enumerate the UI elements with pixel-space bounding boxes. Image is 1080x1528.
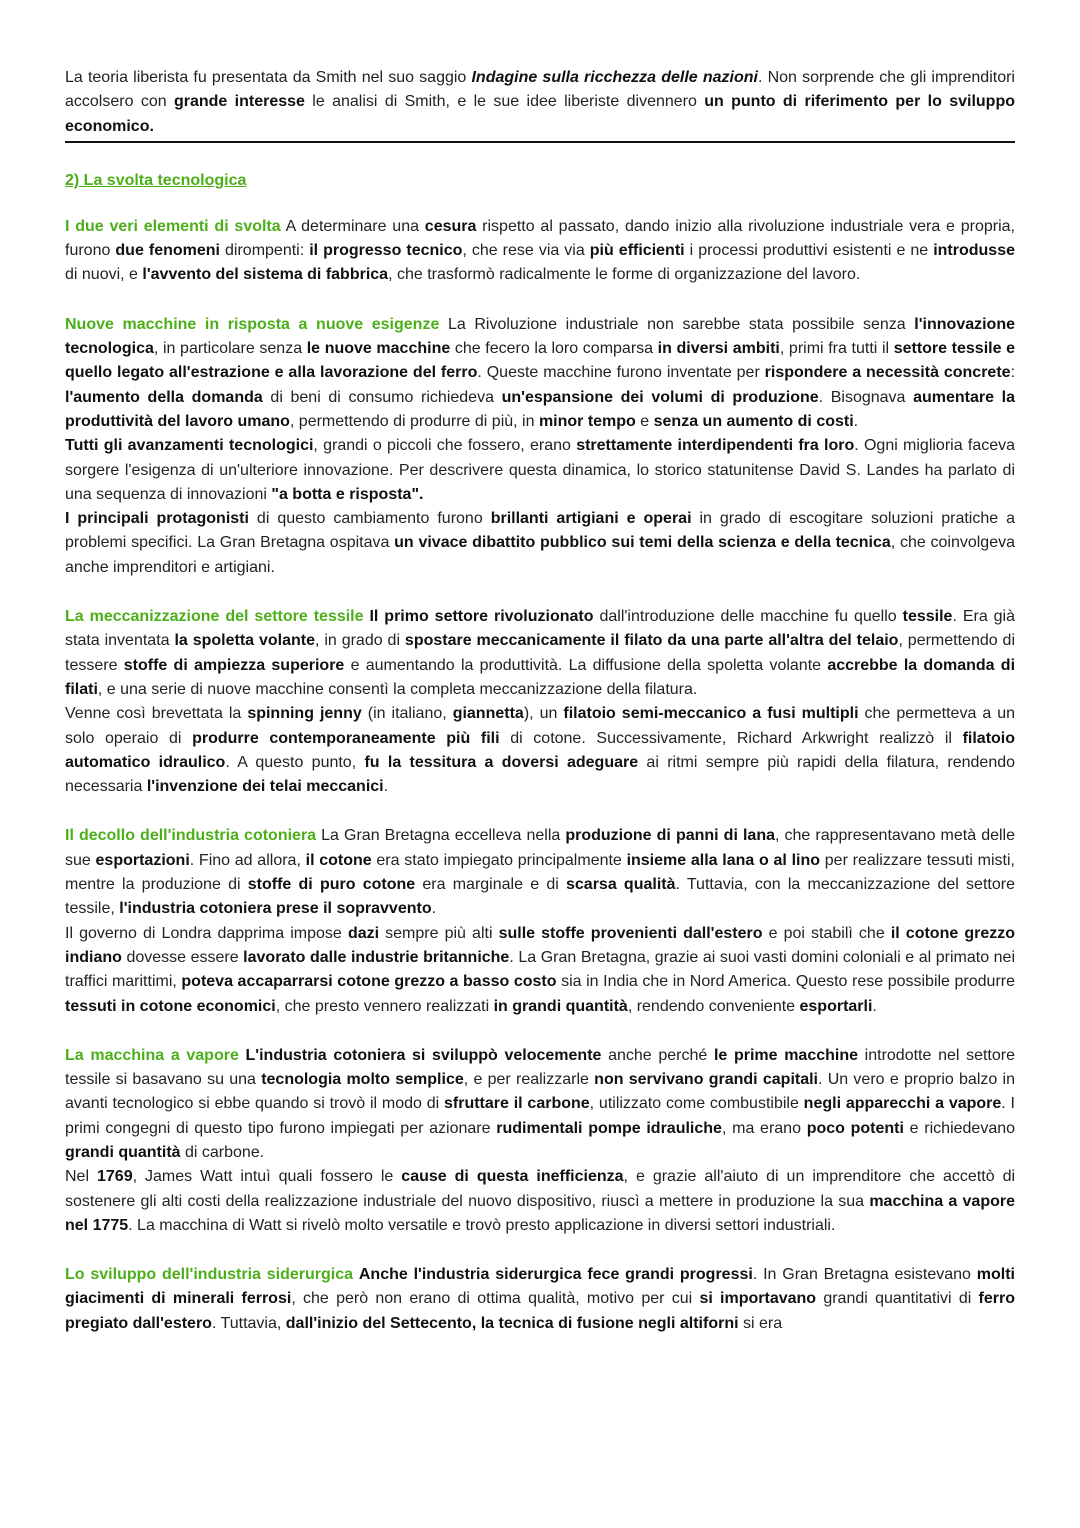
body-text: . La macchina di Watt si rivelò molto versatile e trovò presto applicazione in diversi settori industriali. xyxy=(128,1216,836,1234)
body-text: . I primi congegni di questo tipo furono impiegati per azionare xyxy=(65,1095,1015,1137)
bold-text: spinning jenny xyxy=(247,705,362,723)
body-text: per realizzare tessuti misti, mentre la produzione di xyxy=(65,851,1016,894)
bold-text: due fenomeni xyxy=(115,242,220,260)
body-text: era stato impiegato principalmente xyxy=(371,851,627,869)
book-title-text: Indagine sulla ricchezza delle nazioni xyxy=(471,69,758,86)
bold-text: in diversi ambiti xyxy=(657,340,780,358)
body-text: e poi stabilì che xyxy=(762,924,891,942)
intro-paragraph xyxy=(65,66,1015,139)
body-text: si era xyxy=(738,1314,783,1332)
bold-text: poco potenti xyxy=(806,1119,904,1137)
body-text: . Queste macchine furono inventate per xyxy=(477,364,765,382)
body-text: dovesse essere xyxy=(121,948,244,966)
body-text: (in italiano, xyxy=(361,705,453,723)
body-text: , e grazie all'aiuto di un imprenditore che accettò di sostenere gli alti costi della realizzazione industriale del nuovo dispositivo, riuscì a mettere in produzione la sua xyxy=(65,1168,1016,1210)
bold-text: brillanti artigiani e operai xyxy=(490,510,692,528)
body-text: . In Gran Bretagna esistevano xyxy=(752,1266,977,1284)
body-text: , permettendo di produrre di più, in xyxy=(289,412,539,430)
section-body xyxy=(65,215,1015,1336)
body-text: di nuovi, e xyxy=(65,266,143,284)
body-text: grandi quantitativi di xyxy=(816,1290,979,1308)
bold-text: grandi quantità xyxy=(65,1143,181,1161)
bold-text: spostare meccanicamente il filato da una parte all'altra del telaio xyxy=(404,632,899,650)
body-text: . La Gran Bretagna, grazie ai suoi vasti domini coloniali e al primato nei traffici marittimi, xyxy=(65,948,1016,991)
body-text: , grandi o piccoli che fossero, erano xyxy=(313,437,577,455)
body-text: ), un xyxy=(523,705,564,723)
bold-text: grande interesse xyxy=(173,93,305,111)
bold-text: l'avvento del sistema di fabbrica xyxy=(142,266,389,284)
body-text: , che trasformò radicalmente le forme di organizzazione del lavoro. xyxy=(388,266,861,284)
bold-text: più efficienti xyxy=(589,242,685,260)
bold-text: sfruttare il carbone xyxy=(444,1095,590,1113)
body-text: A determinare una xyxy=(280,217,425,235)
body-text: , permettendo di tessere xyxy=(65,632,1016,674)
body-text: . Tuttavia, con la meccanizzazione del settore tessile, xyxy=(65,876,1015,918)
bold-text: molti giacimenti di minerali ferrosi xyxy=(65,1266,1015,1308)
bold-text: l'aumento della domanda xyxy=(65,388,263,406)
bold-text: il cotone xyxy=(305,851,372,869)
body-text: . xyxy=(872,997,877,1015)
body-text: , che rappresentavano metà delle sue xyxy=(65,827,1016,869)
body-text: : xyxy=(1010,364,1016,382)
body-text: che fecero la loro comparsa xyxy=(450,340,658,358)
bold-text: l'invenzione dei telai meccanici xyxy=(146,778,384,796)
body-text: in grado di escogitare soluzioni pratiche a problemi specifici. La Gran Bretagna ospitava xyxy=(65,510,1016,552)
body-text: . Fino ad allora, xyxy=(189,851,306,869)
bold-text: il progresso tecnico xyxy=(309,242,463,260)
bold-text: "a botta e risposta". xyxy=(271,485,424,503)
body-text: La Gran Bretagna eccelleva nella xyxy=(316,827,566,845)
bold-text: scarsa qualità xyxy=(566,876,676,894)
body-text: di carbone. xyxy=(180,1143,265,1161)
bold-text: L'industria cotoniera si sviluppò velocemente xyxy=(245,1046,602,1064)
body-text: e xyxy=(635,412,654,430)
section-divider xyxy=(65,141,1015,143)
body-paragraph xyxy=(65,1044,1015,1238)
bold-text: macchina a vapore nel 1775 xyxy=(65,1192,1015,1234)
body-text: dall'introduzione delle macchine fu quello xyxy=(593,608,903,626)
book-title xyxy=(471,69,757,86)
bold-text: rudimentali pompe idrauliche xyxy=(496,1119,722,1137)
body-text: ai ritmi sempre più rapidi della filatura, rendendo necessaria xyxy=(65,753,1016,796)
bold-text: filatoio semi-meccanico a fusi multipli xyxy=(563,705,859,723)
body-text: rispetto al passato, dando inizio alla rivoluzione industriale vera e propria, furono xyxy=(65,217,1015,260)
body-text: . xyxy=(383,778,389,796)
body-text: e aumentando la produttività. La diffusione della spoletta volante xyxy=(344,656,828,674)
paragraph-heading: Il decollo dell'industria cotoniera xyxy=(65,827,317,845)
bold-text: stoffe di ampiezza superiore xyxy=(123,656,345,674)
bold-text: tessuti in cotone economici xyxy=(65,997,276,1015)
bold-text: la spoletta volante xyxy=(174,632,315,650)
body-text: , rendendo conveniente xyxy=(627,997,800,1015)
paragraph-heading: La meccanizzazione del settore tessile xyxy=(65,608,364,626)
body-text: La teoria liberista fu presentata da Smith nel suo saggio xyxy=(65,69,472,86)
bold-text: stoffe di puro cotone xyxy=(247,876,416,894)
paragraph-heading: La macchina a vapore xyxy=(65,1046,239,1064)
body-paragraph xyxy=(65,824,1015,1018)
bold-text: settore tessile e quello legato all'estrazione e alla lavorazione del ferro xyxy=(65,340,1016,382)
bold-text: un punto di riferimento per lo sviluppo economico. xyxy=(65,93,1015,135)
body-text: , che coinvolgeva anche imprenditori e artigiani. xyxy=(65,534,1016,576)
bold-text: Anche l'industria siderurgica fece grandi progressi xyxy=(358,1266,753,1284)
body-paragraph xyxy=(65,1263,1015,1336)
bold-text: in grandi quantità xyxy=(493,997,628,1015)
bold-text: dall'inizio del Settecento, la tecnica di fusione negli altiforni xyxy=(285,1314,739,1332)
section-title: 2) La svolta tecnologica xyxy=(65,171,247,189)
body-text: sia in India che in Nord America. Questo rese possibile produrre xyxy=(556,973,1015,991)
bold-text: poteva accaparrarsi cotone grezzo a basso costo xyxy=(181,973,557,991)
bold-text: l'industria cotoniera prese il sopravvento xyxy=(119,900,432,918)
bold-text: negli apparecchi a vapore xyxy=(803,1095,1002,1113)
bold-text: fu la tessitura a doversi adeguare xyxy=(364,753,639,771)
body-text: di cotone. Successivamente, Richard Arkwright realizzò il xyxy=(499,729,963,747)
body-text: , primi fra tutti il xyxy=(779,340,894,358)
bold-text: Tutti gli avanzamenti tecnologici xyxy=(65,437,314,455)
bold-text: senza un aumento di costi xyxy=(653,412,854,430)
body-text: , utilizzato come combustibile xyxy=(589,1095,804,1113)
bold-text: produzione di panni di lana xyxy=(565,827,775,845)
paragraph-heading: Nuove macchine in risposta a nuove esigenze xyxy=(65,315,440,333)
body-text: , ma erano xyxy=(721,1119,807,1137)
body-text: . Non sorprende che gli imprenditori accolsero con xyxy=(65,69,1015,111)
body-text: Nel xyxy=(65,1168,97,1186)
body-text xyxy=(239,1047,246,1064)
bold-text: accrebbe la domanda di filati xyxy=(65,656,1016,698)
body-text: . Tuttavia, xyxy=(211,1314,286,1332)
bold-text: un'espansione dei volumi di produzione xyxy=(501,388,819,406)
bold-text: tessile xyxy=(902,608,953,626)
bold-text: ferro pregiato dall'estero xyxy=(65,1290,1015,1332)
paragraph-heading: Lo sviluppo dell'industria siderurgica xyxy=(65,1266,354,1284)
body-text: , che però non erano di ottima qualità, motivo per cui xyxy=(291,1290,700,1308)
bold-text: non servivano grandi capitali xyxy=(594,1071,819,1089)
body-text: di beni di consumo richiedeva xyxy=(262,388,502,406)
body-text: . xyxy=(853,412,859,430)
body-text: di questo cambiamento furono xyxy=(248,510,491,528)
body-text: , James Watt intuì quali fossero le xyxy=(132,1168,402,1186)
body-paragraph xyxy=(65,215,1015,288)
body-text: sempre più alti xyxy=(379,924,499,942)
bold-text: si importavano xyxy=(699,1290,817,1308)
body-text: era marginale e di xyxy=(415,876,566,894)
bold-text: insieme alla lana o al lino xyxy=(626,851,821,869)
bold-text: rispondere a necessità concrete xyxy=(764,364,1011,382)
bold-text: esportazioni xyxy=(95,851,190,869)
body-text: le analisi di Smith, e le sue idee liberiste divennero xyxy=(304,93,705,111)
bold-text: le nuove macchine xyxy=(306,340,451,358)
body-paragraph xyxy=(65,605,1015,799)
bold-text: lavorato dalle industrie britanniche xyxy=(243,948,510,966)
body-text: Venne così brevettata la xyxy=(65,705,248,723)
bold-text: esportarli xyxy=(799,997,873,1015)
body-text: , e una serie di nuove macchine consentì la completa meccanizzazione della filatura. xyxy=(97,680,698,698)
bold-text: dazi xyxy=(347,924,380,942)
bold-text: 1769 xyxy=(97,1168,133,1186)
bold-text: produrre contemporaneamente più fili xyxy=(192,729,500,747)
bold-text: sulle stoffe provenienti dall'estero xyxy=(498,924,763,942)
bold-text: giannetta xyxy=(452,705,524,723)
body-text: e richiedevano xyxy=(903,1119,1016,1137)
body-text: i processi produttivi esistenti e ne xyxy=(684,242,934,260)
body-paragraph xyxy=(65,313,1015,580)
body-text: anche perché xyxy=(601,1046,714,1064)
body-text: , in grado di xyxy=(314,632,405,650)
paragraph-heading: I due veri elementi di svolta xyxy=(65,217,281,235)
bold-text: Il primo settore rivoluzionato xyxy=(369,608,594,626)
bold-text: I principali protagonisti xyxy=(65,510,249,528)
body-text: , che rese via via xyxy=(462,242,590,260)
bold-text: strettamente interdipendenti fra loro xyxy=(576,437,855,455)
bold-text: introdusse xyxy=(933,242,1015,260)
bold-text: tecnologia molto semplice xyxy=(261,1071,464,1089)
body-text: , in particolare senza xyxy=(153,340,307,358)
bold-text: il cotone grezzo indiano xyxy=(65,924,1016,966)
body-text: dirompenti: xyxy=(219,242,310,260)
bold-text: l'innovazione tecnologica xyxy=(65,315,1015,358)
body-text: . A questo punto, xyxy=(225,753,365,771)
body-text: . Ogni miglioria faceva sorgere l'esigenza di un'ulteriore innovazione. Per descrivere questa dinamica, lo storico statunitense David S. Landes ha parlato di una sequenza di innovazioni xyxy=(65,437,1016,503)
bold-text: un vivace dibattito pubblico sui temi della scienza e della tecnica xyxy=(394,534,891,552)
bold-text: filatoio automatico idraulico xyxy=(65,729,1016,771)
document-body xyxy=(65,66,1015,1336)
body-text: . Bisognava xyxy=(818,388,914,406)
body-text: . Un vero e proprio balzo in avanti tecnologico si ebbe quando si trovò il modo di xyxy=(65,1071,1015,1113)
body-text: Il governo di Londra dapprima impose xyxy=(65,924,348,942)
body-text: . Era già stata inventata xyxy=(65,608,1016,650)
bold-text: le prime macchine xyxy=(713,1046,859,1064)
body-text: che permetteva a un solo operaio di xyxy=(65,705,1016,747)
bold-text: aumentare la produttività del lavoro umano xyxy=(65,388,1015,430)
bold-text: cause di questa inefficienza xyxy=(401,1168,624,1186)
body-text: . xyxy=(431,900,437,918)
body-text: La Rivoluzione industriale non sarebbe stata possibile senza xyxy=(439,315,915,333)
body-text: , e per realizzarle xyxy=(463,1071,595,1089)
bold-text: cesura xyxy=(424,217,477,235)
body-text: introdotte nel settore tessile si basavano su una xyxy=(65,1046,1015,1089)
bold-text: minor tempo xyxy=(538,412,636,430)
body-text: , che presto vennero realizzati xyxy=(275,997,494,1015)
